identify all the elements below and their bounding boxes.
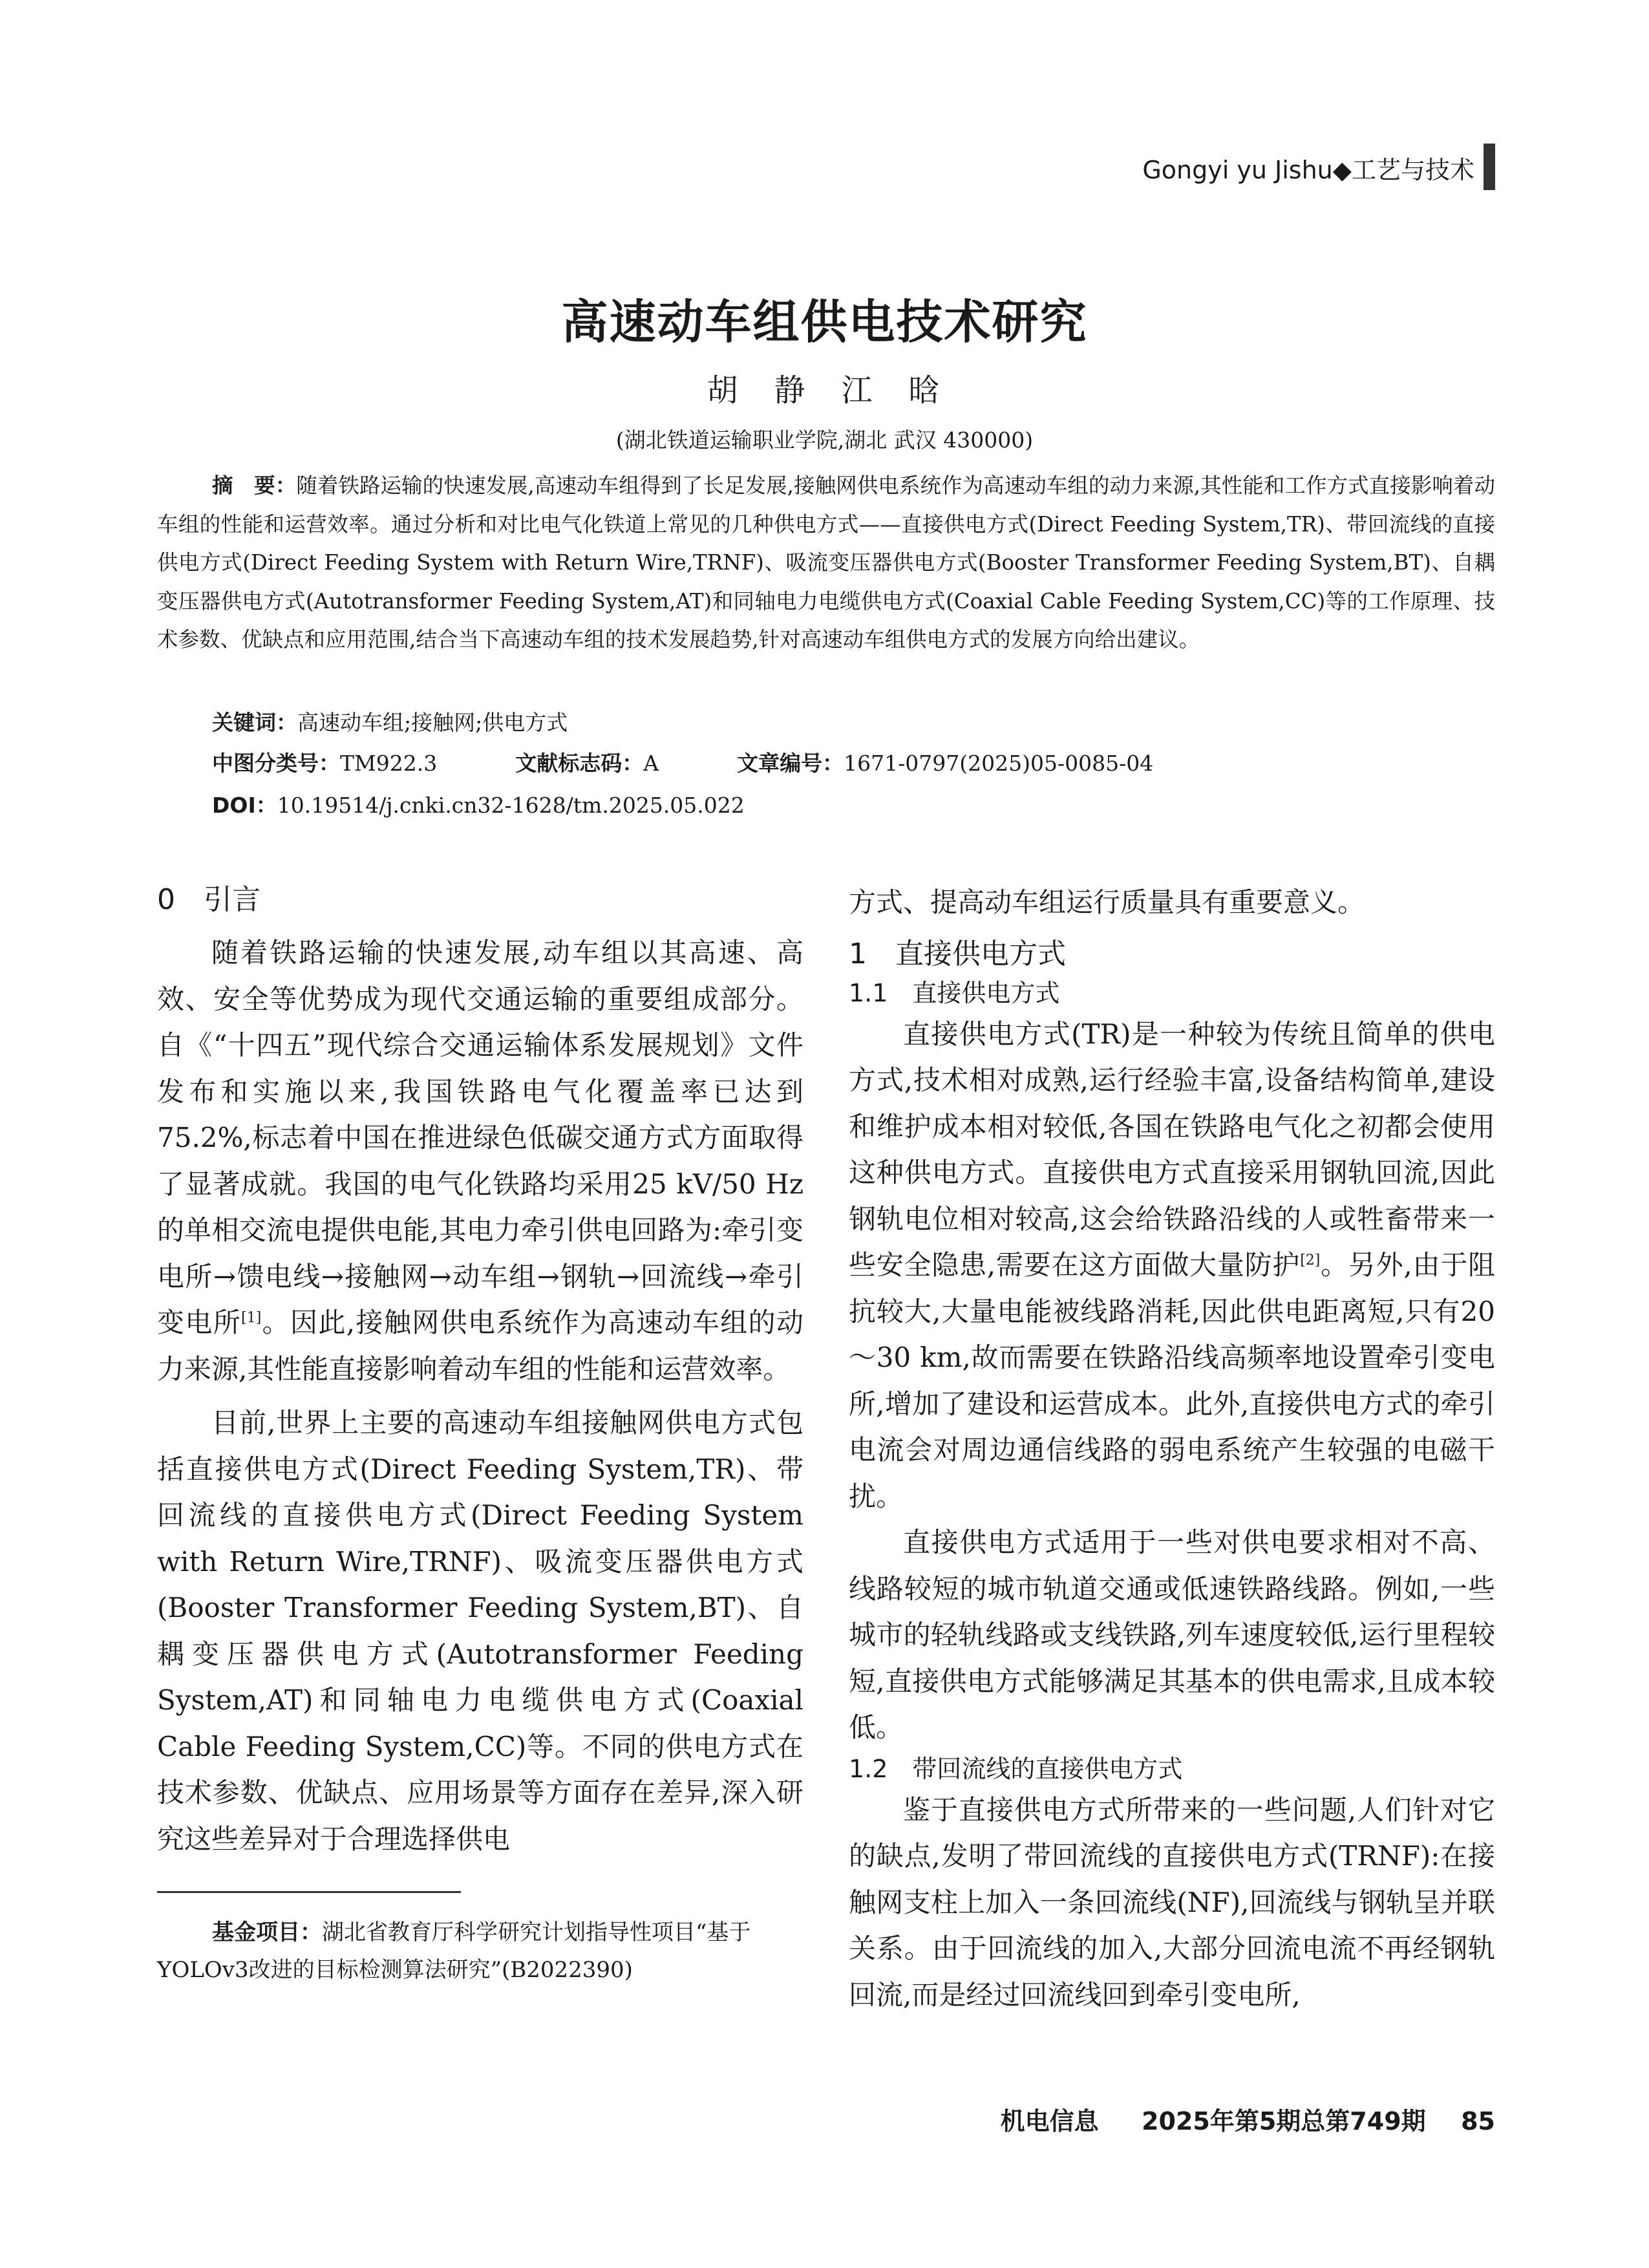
doc-code-label: 文献标志码：	[515, 751, 644, 776]
keywords-text: 高速动车组;接触网;供电方式	[297, 710, 568, 735]
footnote-rule	[157, 1891, 461, 1893]
clc-value: TM922.3	[340, 751, 438, 776]
para-text: 。另外,由于阻抗较大,大量电能被线路消耗,因此供电距离短,只有20～30 km,故而需要在铁路沿线高频率地设置牵引变电所,增加了建设和运营成本。此外,直接供电方式的牵引电流会对周边通信线路的弱电系统产生较强的电磁干扰。	[849, 1249, 1495, 1512]
issue-info: 2025年第5期总第749期	[1142, 2107, 1426, 2135]
section-1-1-para-2: 直接供电方式适用于一些对供电要求相对不高、线路较短的城市轨道交通或低速铁路线路。例如,一些城市的轻轨线路或支线铁路,列车速度较低,运行里程较短,直接供电方式能够满足其基本的供电需求,且成本较低。	[849, 1526, 1495, 1743]
citation-2: [2]	[1300, 1252, 1321, 1268]
article-no-label: 文章编号：	[737, 751, 844, 776]
article-no-value: 1671-0797(2025)05-0085-04	[844, 751, 1154, 776]
section-0-para-2-continued: 方式、提高动车组运行质量具有重要意义。	[849, 886, 1365, 918]
header-column: 工艺与技术	[1351, 156, 1474, 184]
para-text: 。因此,接触网供电系统作为高速动车组的动力来源,其性能直接影响着动车组的性能和运营效率。	[157, 1307, 803, 1385]
paper-title: 高速动车组供电技术研究	[561, 295, 1088, 349]
abstract-text: 随着铁路运输的快速发展,高速动车组得到了长足发展,接触网供电系统作为高速动车组的动力来源,其性能和工作方式直接影响着动车组的性能和运营效率。通过分析和对比电气化铁道上常见的几种供电方式——直接供电方式(Direct Feeding System,TR)、带回流线的直接供电方式(Direct Feeding System with Return Wire,TRNF)、吸流变压器供电方式(Booster Transformer Feeding System,BT)、自耦变压器供电方式(Autotransformer Feeding System,AT)和同轴电力电缆供电方式(Coaxial Cable Feeding System,CC)等的工作原理、技术参数、优缺点和应用范围,结合当下高速动车组的技术发展趋势,针对高速动车组供电方式的发展方向给出建议。	[157, 473, 1495, 652]
left-column	[157, 879, 803, 1862]
section-1-1-para-1	[849, 1011, 1495, 1520]
section-0-para-1	[157, 930, 803, 1392]
doi-label: DOI：	[212, 793, 277, 818]
doi-value: 10.19514/j.cnki.cn32-1628/tm.2025.05.022	[277, 793, 745, 818]
journal-name: 机电信息	[1000, 2107, 1099, 2135]
section-1-1-heading: 1.1 直接供电方式	[849, 978, 1060, 1007]
section-0-para-2: 目前,世界上主要的高速动车组接触网供电方式包括直接供电方式(Direct Feeding System,TR)、带回流线的直接供电方式(Direct Feeding System with Return Wire,TRNF)、吸流变压器供电方式(Booster Transformer Feeding System,BT)、自耦变压器供电方式(Autotransformer Feeding System,AT)和同轴电力电缆供电方式(Coaxial Cable Feeding System,CC)等。不同的供电方式在技术参数、优缺点、应用场景等方面存在差异,深入研究这些差异对于合理选择供电	[157, 1407, 803, 1855]
classification-line	[212, 747, 1153, 777]
abstract	[157, 467, 1495, 659]
affiliation: (湖北铁道运输职业学院,湖北 武汉 430000)	[615, 427, 1034, 453]
citation-1: [1]	[241, 1310, 262, 1326]
abstract-label: 摘 要：	[212, 473, 297, 498]
header-pinyin: Gongyi yu Jishu	[1142, 156, 1333, 184]
section-1-2-heading: 1.2 带回流线的直接供电方式	[849, 1754, 1183, 1783]
section-1-2-para-1: 鉴于直接供电方式所带来的一些问题,人们针对它的缺点,发明了带回流线的直接供电方式(TRNF):在接触网支柱上加入一条回流线(NF),回流线与钢轨呈并联关系。由于回流线的加入,大部分回流电流不再经钢轨回流,而是经过回流线回到牵引变电所,	[849, 1793, 1495, 2011]
keywords	[212, 706, 568, 736]
section-1-heading: 1 直接供电方式	[849, 937, 1066, 970]
clc-label: 中图分类号：	[212, 751, 340, 776]
footnote-text: 湖北省教育厅科学研究计划指导性项目“基于YOLOv3改进的目标检测算法研究”(B2022390)	[157, 1920, 751, 1983]
page-number: 85	[1461, 2107, 1495, 2135]
header-bar	[1484, 144, 1495, 190]
section-0-heading: 0 引言	[157, 883, 261, 916]
page-footer	[1001, 2101, 1495, 2137]
authors: 胡 静 江 晗	[707, 372, 942, 409]
keywords-label: 关键词：	[212, 710, 297, 735]
para-text: 随着铁路运输的快速发展,动车组以其高速、高效、安全等优势成为现代交通运输的重要组成部分。自《“十四五”现代综合交通运输体系发展规划》文件发布和实施以来,我国铁路电气化覆盖率已达到75.2%,标志着中国在推进绿色低碳交通方式方面取得了显著成就。我国的电气化铁路均采用25 kV/50 Hz的单相交流电提供电能,其电力牵引供电回路为:牵引变电所→馈电线→接触网→动车组→钢轨→回流线→牵引变电所	[157, 937, 803, 1338]
doc-code-value: A	[643, 751, 659, 776]
para-text: 直接供电方式(TR)是一种较为传统且简单的供电方式,技术相对成熟,运行经验丰富,设备结构简单,建设和维护成本相对较低,各国在铁路电气化之初都会使用这种供电方式。直接供电方式直接采用钢轨回流,因此钢轨电位相对较高,这会给铁路沿线的人或牲畜带来一些安全隐患,需要在这方面做大量防护	[849, 1018, 1495, 1281]
doi-line	[212, 789, 745, 819]
diamond-icon: ◆	[1332, 156, 1352, 184]
footnote-label: 基金项目：	[212, 1920, 322, 1945]
footnote	[157, 1914, 803, 1989]
right-column	[849, 879, 1495, 2018]
running-header	[1142, 150, 1474, 186]
